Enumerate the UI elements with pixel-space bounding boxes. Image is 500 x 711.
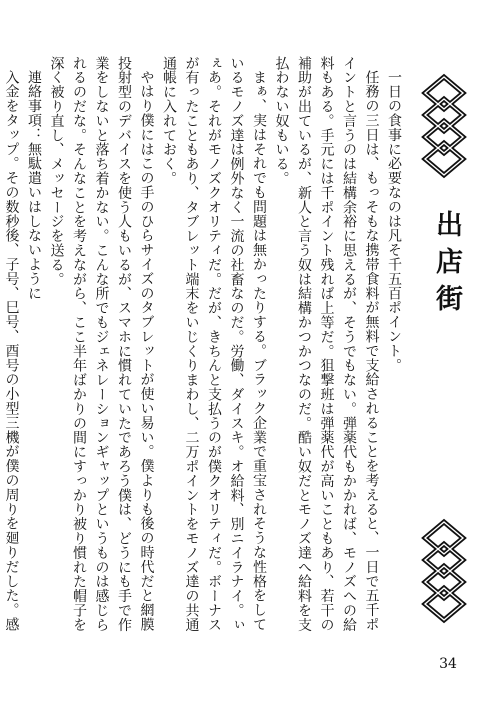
page-number: 34 (439, 656, 457, 672)
paragraph: まぁ、実はそれでも問題は無かったりする。ブラック企業で重宝されそうな性格をしているモノズ達は例外なく一流の社畜なのだ。労働、ダイスキ。オ給料、別ニイラナイ。ぃぇあ。それがモノズクオリティだ。だが、きちんと支払うのが僕クオリティだ。ボーナスが有ったこともあり、タブレット端末をいじくりまわし、二万ポイントをモノズ達の共通通帳に入れておく。 (161, 56, 267, 632)
chapter-title: 出店街 (431, 210, 462, 321)
body-text (3, 56, 405, 636)
paragraph: 連絡事項：無駄遣いはしないように (26, 70, 42, 301)
paragraph: 入金をタップ。その数秒後、子号、巳号、酉号の小型三機が僕の周りを廻りだした。感 (3, 70, 20, 632)
paragraph: 一日の食事に必要なのは凡そ千五百ポイント。 (386, 70, 402, 373)
paragraph: やはり僕にはこの手のひらサイズのタブレットが使い易い。僕よりも後の時代だと網膜投射型のデバイスを使う人もいるが、スマホに慣れていたであろう僕は、どうにも手で作業をしないと落ち着かない。こんな所でもジェネレーションギャップというものは感じられるのだな。そんなことを考えながら、ここ半年ばかりの間にすっかり被り慣れた帽子を深く被り直し、メッセージを送る。 (48, 56, 155, 632)
chain-ornament-bottom-icon (421, 520, 467, 624)
chain-ornament-top-icon (421, 75, 467, 177)
paragraph: 任務の三日は、もっそもな携帯食料が無料で支給されることを考えると、一日で五千ポイントと言うのは結構余裕に思えるが、そうでもない。弾薬代もかかれば、モノズへの給料もある。手元には千ポイント残れば上等だ。狙撃班は弾薬代が高いこともあり、若干の補助が出ているが、新人と言う奴は結構かつかつなのだ。酷い奴だとモノズ達へ給料を支払わない奴もいる。 (273, 56, 380, 632)
